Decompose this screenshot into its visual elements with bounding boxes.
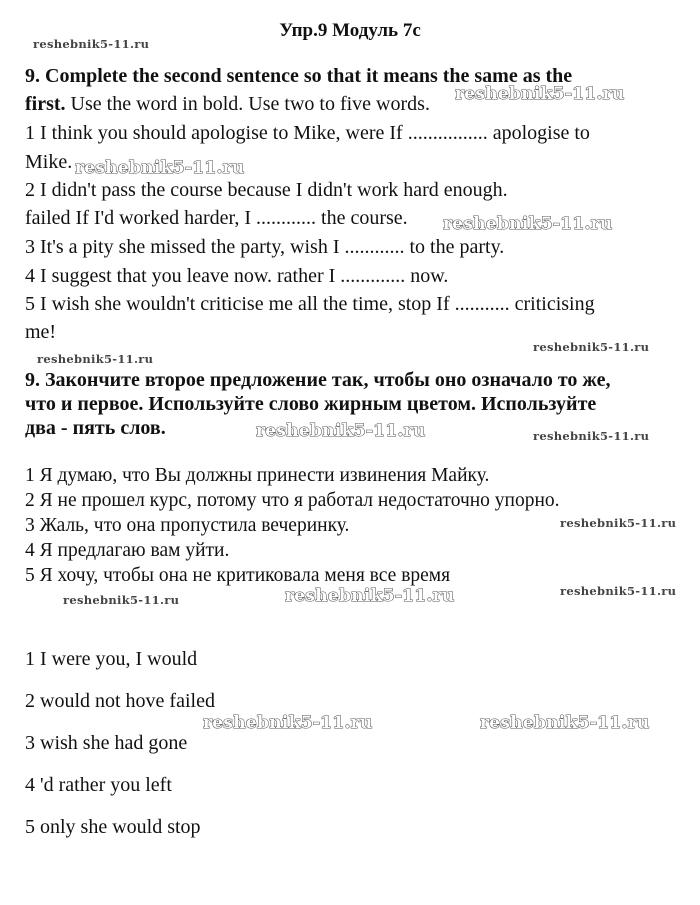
watermark: reshebnik5-11.ru [443,214,613,234]
watermark: reshebnik5-11.ru [533,429,650,443]
task-heading-en-bold-a: 9. Complete the second sentence so that it means the same as the [25,65,573,87]
sentence-en-4: 4 I suggest that you leave now. rather I ............. now. [25,265,449,287]
watermark: reshebnik5-11.ru [533,340,650,354]
task-heading-ru-line2: что и первое. Используйте слово жирным цветом. Используйте [25,393,597,415]
answer-4: 4 'd rather you left [25,774,172,796]
page-title: Упр.9 Модуль 7с [279,20,421,41]
sentence-en-2a: 2 I didn't pass the course because I didn't work hard enough. [25,179,508,201]
sentence-en-5a: 5 I wish she wouldn't criticise me all the time, stop If ........... criticising [25,293,595,315]
watermark: reshebnik5-11.ru [560,584,677,598]
sentence-ru-2: 2 Я не прошел курс, потому что я работал недостаточно упорно. [25,490,560,511]
answer-5: 5 only she would stop [25,816,201,838]
watermark: reshebnik5-11.ru [455,84,625,104]
watermark: reshebnik5-11.ru [33,37,150,51]
task-heading-en-bold-b: first. [25,93,66,115]
watermark: reshebnik5-11.ru [285,586,455,606]
task-heading-en-rest: Use the word in bold. Use two to five words. [65,93,430,115]
sentence-ru-4: 4 Я предлагаю вам уйти. [25,540,230,561]
sentence-en-3: 3 It's a pity she missed the party, wish I ............ to the party. [25,236,505,258]
sentence-en-1a: 1 I think you should apologise to Mike, were If ................ apologise to [25,122,590,144]
answer-1: 1 I were you, I would [25,648,198,670]
sentence-en-5b: me! [25,321,57,343]
sentence-ru-1: 1 Я думаю, что Вы должны принести извинения Майку. [25,465,490,486]
watermark: reshebnik5-11.ru [560,516,677,530]
answer-2: 2 would not hove failed [25,690,215,712]
task-heading-en-line2 [25,92,430,116]
watermark: reshebnik5-11.ru [37,352,154,366]
watermark: reshebnik5-11.ru [256,421,426,441]
task-heading-ru-line1: 9. Закончите второе предложение так, чтобы оно означало то же, [25,369,611,391]
sentence-en-2b: failed If I'd worked harder, I ............ the course. [25,207,408,229]
watermark: reshebnik5-11.ru [480,713,650,733]
answer-3: 3 wish she had gone [25,732,188,754]
watermark: reshebnik5-11.ru [203,713,373,733]
watermark: reshebnik5-11.ru [63,593,180,607]
watermark: reshebnik5-11.ru [75,158,245,178]
sentence-en-1b: Mike. [25,151,73,173]
sentence-ru-5: 5 Я хочу, чтобы она не критиковала меня все время [25,565,451,586]
task-heading-ru-line3: два - пять слов. [25,417,166,439]
sentence-ru-3: 3 Жаль, что она пропустила вечеринку. [25,515,350,536]
